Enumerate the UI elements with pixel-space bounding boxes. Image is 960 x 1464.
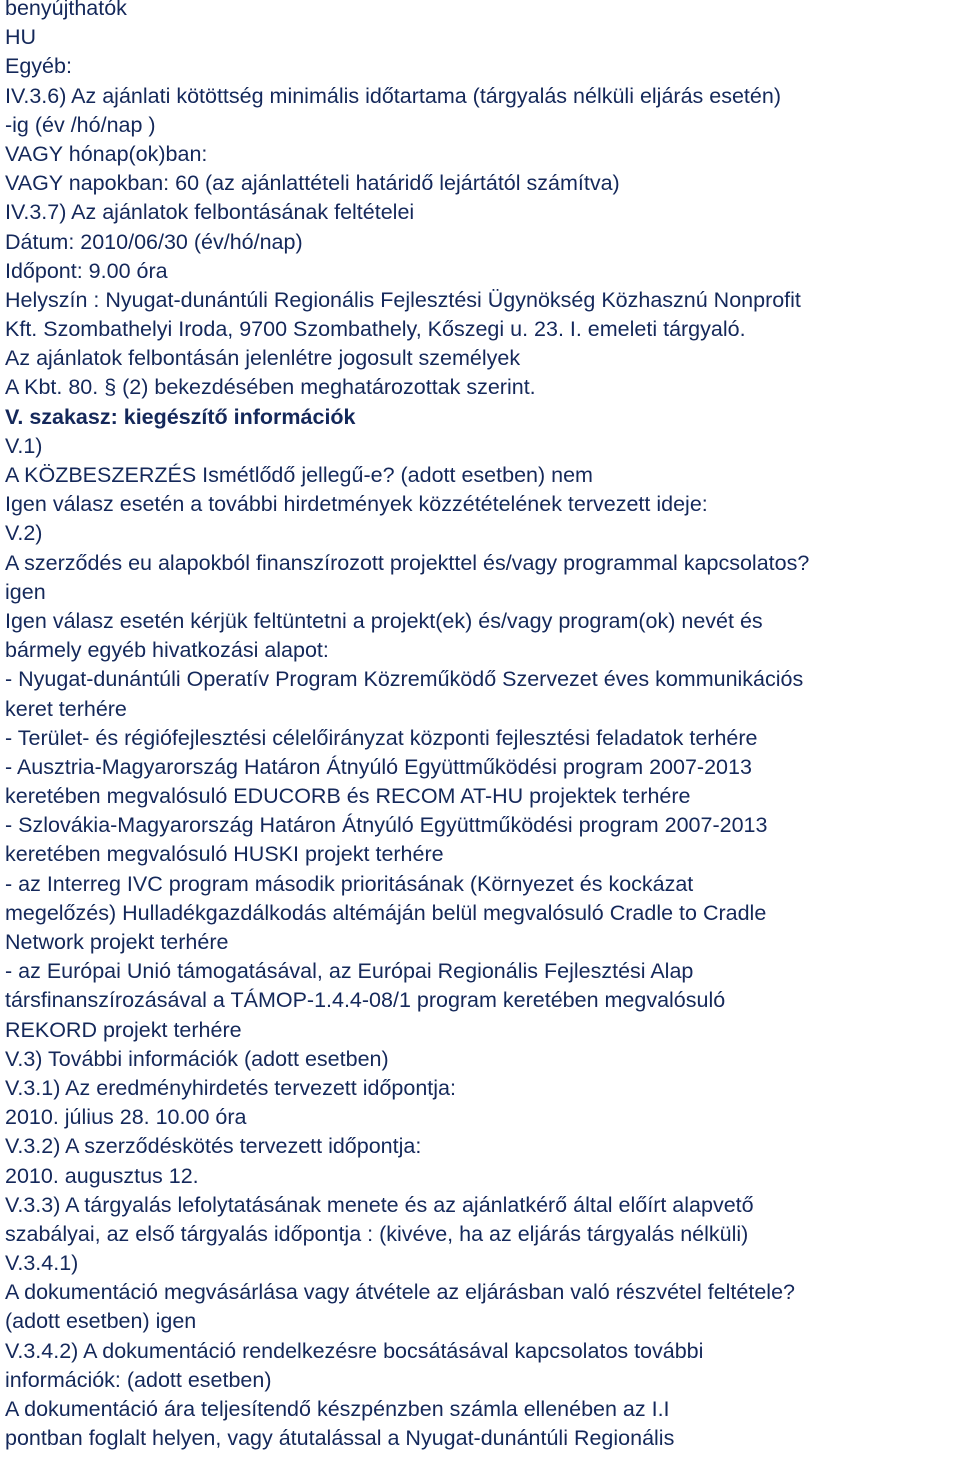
- text-line: V.3.1) Az eredményhirdetés tervezett időpontja:: [5, 1075, 456, 1100]
- text-line: A Kbt. 80. § (2) bekezdésében meghatározottak szerint.: [5, 375, 536, 400]
- text-line: keretében megvalósuló EDUCORB és RECOM AT-HU projektek terhére: [5, 784, 691, 809]
- section-heading: V. szakasz: kiegészítő információk: [5, 404, 356, 429]
- text-line: szabályai, az első tárgyalás időpontja : (kivéve, ha az eljárás tárgyalás nélküli): [5, 1221, 749, 1246]
- text-line: A KÖZBESZERZÉS Ismétlődő jellegű-e? (adott esetben) nem: [5, 463, 593, 487]
- text-line: A dokumentáció megvásárlása vagy átvétele az eljárásban való részvétel feltétele?: [5, 1280, 795, 1305]
- text-line: bármely egyéb hivatkozási alapot:: [5, 638, 329, 663]
- text-line: igen: [5, 579, 46, 604]
- text-line: A szerződés eu alapokból finanszírozott projekttel és/vagy programmal kapcsolatos?: [5, 550, 810, 575]
- text-line: -ig (év /hó/nap ): [5, 112, 156, 137]
- text-line: HU: [5, 25, 37, 50]
- text-line: pontban foglalt helyen, vagy átutalással a Nyugat-dunántúli Regionális: [5, 1426, 675, 1451]
- text-line: - Szlovákia-Magyarország Határon Átnyúló Együttműködési program 2007-2013: [5, 813, 768, 838]
- text-line: IV.3.7) Az ajánlatok felbontásának feltételei: [5, 200, 415, 225]
- text-line: Kft. Szombathelyi Iroda, 9700 Szombathely, Kőszegi u. 23. I. emeleti tárgyaló.: [5, 317, 746, 342]
- text-line: információk: (adott esetben): [5, 1367, 272, 1392]
- document-body: [5, 0, 955, 1453]
- text-line: V.3.4.1): [5, 1251, 79, 1276]
- text-line: A dokumentáció ára teljesítendő készpénzben számla ellenében az I.I: [5, 1397, 670, 1421]
- text-line: Network projekt terhére: [5, 930, 229, 954]
- text-line: REKORD projekt terhére: [5, 1017, 242, 1042]
- text-line: Időpont: 9.00 óra: [5, 258, 168, 283]
- text-line: 2010. augusztus 12.: [5, 1163, 199, 1188]
- text-line: V.3.4.2) A dokumentáció rendelkezésre bocsátásával kapcsolatos további: [5, 1338, 704, 1363]
- text-line: - Ausztria-Magyarország Határon Átnyúló Együttműködési program 2007-2013: [5, 754, 752, 779]
- text-line: benyújthatók: [5, 0, 127, 20]
- text-line: Igen válasz esetén kérjük feltüntetni a projekt(ek) és/vagy program(ok) nevét és: [5, 608, 763, 633]
- text-line: Egyéb:: [5, 54, 72, 79]
- text-line: - az Interreg IVC program második prioritásának (Környezet és kockázat: [5, 871, 694, 896]
- text-line: Helyszín : Nyugat-dunántúli Regionális Fejlesztési Ügynökség Közhasznú Nonprofit: [5, 287, 801, 312]
- text-line: V.3.2) A szerződéskötés tervezett időpontja:: [5, 1134, 422, 1159]
- text-line: V.2): [5, 521, 43, 546]
- text-line: keret terhére: [5, 696, 127, 721]
- text-line: VAGY napokban: 60 (az ajánlattételi határidő lejártától számítva): [5, 171, 620, 196]
- text-line: V.3) További információk (adott esetben): [5, 1046, 389, 1071]
- text-line: - Nyugat-dunántúli Operatív Program Közreműködő Szervezet éves kommunikációs: [5, 667, 804, 692]
- text-line: megelőzés) Hulladékgazdálkodás altémáján belül megvalósuló Cradle to Cradle: [5, 900, 767, 925]
- text-line: Az ajánlatok felbontásán jelenlétre jogosult személyek: [5, 346, 521, 371]
- text-line: Igen válasz esetén a további hirdetmények közzétételének tervezett ideje:: [5, 492, 708, 517]
- text-line: Dátum: 2010/06/30 (év/hó/nap): [5, 229, 303, 254]
- text-line: - Terület- és régiófejlesztési célelőirányzat központi fejlesztési feladatok terhére: [5, 725, 758, 750]
- text-line: - az Európai Unió támogatásával, az Európai Regionális Fejlesztési Alap: [5, 959, 694, 984]
- text-line: V.3.3) A tárgyalás lefolytatásának menete és az ajánlatkérő által előírt alapvető: [5, 1192, 754, 1217]
- text-line: keretében megvalósuló HUSKI projekt terhére: [5, 842, 444, 867]
- text-line: VAGY hónap(ok)ban:: [5, 141, 208, 166]
- text-line: (adott esetben) igen: [5, 1309, 197, 1334]
- text-line: 2010. július 28. 10.00 óra: [5, 1105, 247, 1130]
- text-line: V.1): [5, 433, 43, 458]
- text-line: társfinanszírozásával a TÁMOP-1.4.4-08/1 program keretében megvalósuló: [5, 988, 726, 1013]
- text-line: IV.3.6) Az ajánlati kötöttség minimális időtartama (tárgyalás nélküli eljárás esetén): [5, 83, 781, 108]
